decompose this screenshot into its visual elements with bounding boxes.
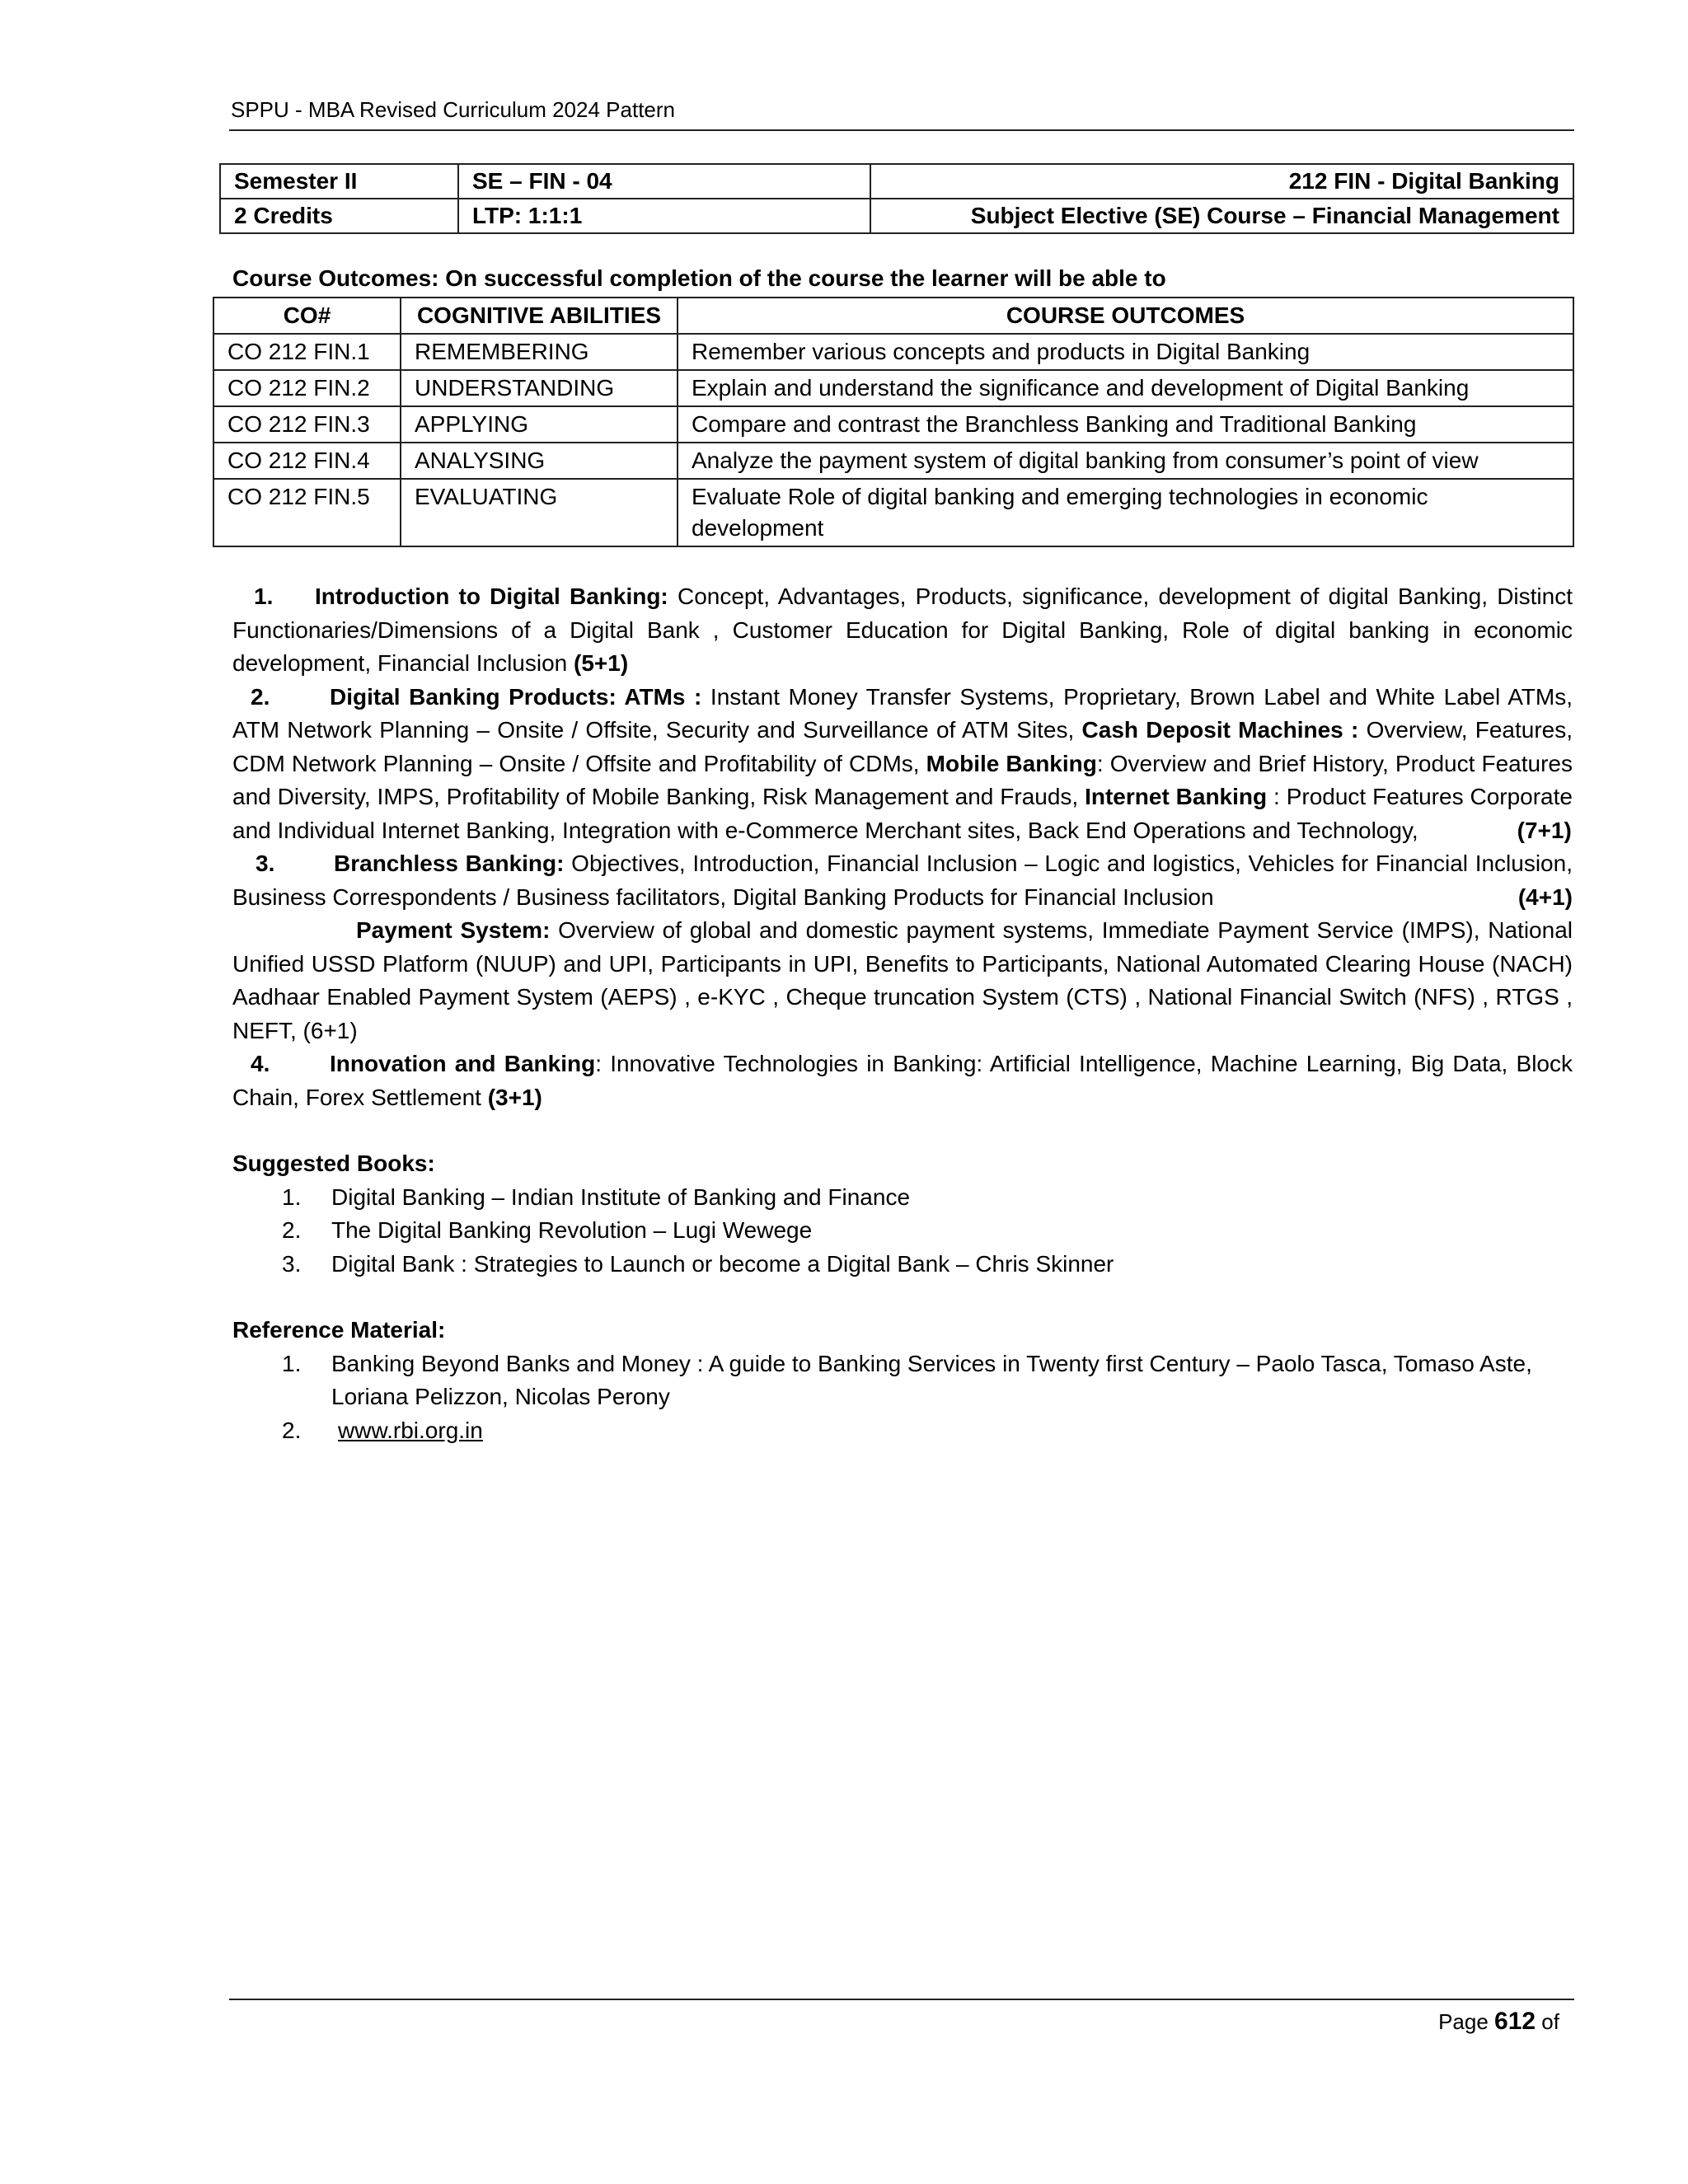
unit-text: Objectives, Introduction, Financial Inclusion – Logic and logistics, Vehicles for Financial Inclusion, Business Correspondents / Business facilitators, Digital Banking Products for Financial Inclusion [232,851,1573,910]
unit-1-paragraph [232,580,1573,681]
reference-material-list [232,1347,1573,1448]
table-row [213,479,1573,546]
outcome-cell: Explain and understand the significance and development of Digital Banking [678,370,1573,406]
subtopic-title: Cash Deposit Machines : [1081,717,1359,743]
course-type-cell: Subject Elective (SE) Course – Financial Management [870,199,1573,233]
semester-cell: Semester II [220,164,458,199]
unit-hours: (3+1) [487,1084,542,1110]
unit-text: Overview of global and domestic payment systems, Immediate Payment Service (IMPS), National Unified USSD Platform (NUUP) and UPI, Participants in UPI, Benefits to Participants, National Automated Clearing House (NACH) Aadhaar Enabled Payment System (AEPS) , e-KYC , Cheque truncation System (CTS) , National Financial Switch (NFS) , RTGS , NEFT, (6+1) [232,917,1573,1043]
table-row [213,443,1573,479]
cognitive-cell: REMEMBERING [401,334,678,370]
unit-4-paragraph [232,1047,1573,1114]
subtopic-title: Internet Banking [1085,784,1268,809]
unit-number: 4. [251,1051,270,1076]
ltp-cell: LTP: 1:1:1 [458,199,870,233]
outcome-cell: Compare and contrast the Branchless Banking and Traditional Banking [678,406,1573,443]
unit-title: Digital Banking Products: ATMs : [330,683,702,710]
course-outcomes-title: Course Outcomes: On successful completion of the course the learner will be able to [232,265,1166,291]
co-id-cell: CO 212 FIN.1 [213,334,401,370]
co-id-cell: CO 212 FIN.3 [213,406,401,443]
header-divider [229,129,1574,131]
outcome-cell: Analyze the payment system of digital banking from consumer’s point of view [678,443,1573,479]
unit-hours: (4+1) [1517,883,1573,910]
unit-2-paragraph [232,681,1573,848]
co-id-cell: CO 212 FIN.2 [213,370,401,406]
unit-number: 1. [254,583,274,609]
cognitive-cell: ANALYSING [401,443,678,479]
column-header-cognitive: COGNITIVE ABILITIES [401,298,678,334]
rbi-link[interactable]: www.rbi.org.in [338,1417,483,1443]
table-row [213,406,1573,443]
reference-material-title: Reference Material: [232,1317,446,1343]
unit-text: Instant Money Transfer Systems, Proprietary, Brown Label and White Label ATMs, ATM Network Planning – Onsite / Offsite, Security and Surveillance of ATM Sites, [232,683,1573,743]
course-info-table [219,163,1574,234]
unit-title: Payment System: [356,917,551,943]
subtopic-title: Mobile Banking [926,750,1097,776]
course-outcomes-table [213,297,1574,547]
running-header: SPPU - MBA Revised Curriculum 2024 Pattern [231,97,675,122]
unit-title: Innovation and Banking [330,1051,596,1076]
unit-number: 2. [251,683,270,710]
unit-text: Concept, Advantages, Products, significance, development of digital Banking, Distinct Functionaries/Dimensions of a Digital Bank , Customer Education for Digital Banking, Role of digital banking in economic development, Financial Inclusion [232,583,1573,676]
unit-number: 3. [256,851,275,876]
page-label: Page [1438,2009,1495,2034]
list-item: 3. Digital Bank : Strategies to Launch or become a Digital Bank – Chris Skinner [282,1250,1114,1277]
column-header-outcomes: COURSE OUTCOMES [678,298,1573,334]
footer-divider [229,1999,1574,2000]
unit-text: : Innovative Technologies in Banking: Artificial Intelligence, Machine Learning, Big Data, Block Chain, Forex Settlement [232,1051,1573,1110]
outcome-cell: Remember various concepts and products in Digital Banking [678,334,1573,370]
unit-title: Introduction to Digital Banking: [315,583,668,609]
column-header-co: CO# [213,298,401,334]
unit-3-paragraph [232,847,1573,914]
course-code-cell: SE – FIN - 04 [458,164,870,199]
suggested-books-list [232,1181,1573,1282]
outcome-cell: Evaluate Role of digital banking and emerging technologies in economic development [678,479,1573,546]
page-suffix: of [1536,2009,1559,2034]
cognitive-cell: UNDERSTANDING [401,370,678,406]
list-item: 1. Digital Banking – Indian Institute of Banking and Finance [282,1183,911,1210]
course-title-cell: 212 FIN - Digital Banking [870,164,1573,199]
table-row [220,164,1573,199]
page-footer [1438,2008,1559,2036]
table-row [213,334,1573,370]
unit-text: : Product Features Corporate and Individual Internet Banking, Integration with e-Commerce Merchant sites, Back End Operations and Technology, [232,784,1573,843]
list-item: 1. Banking Beyond Banks and Money : A guide to Banking Services in Twenty first Century – Paolo Tasca, Tomaso Aste, Loriana Pelizzon, Nicolas Perony [282,1350,1532,1409]
co-id-cell: CO 212 FIN.4 [213,443,401,479]
suggested-books-title: Suggested Books: [232,1151,435,1176]
page-number: 612 [1494,2008,1536,2035]
payment-system-paragraph [232,914,1573,1047]
list-item: 2. www.rbi.org.in [282,1417,483,1443]
cognitive-cell: APPLYING [401,406,678,443]
credits-cell: 2 Credits [220,199,458,233]
unit-hours: (7+1) [1517,817,1572,843]
unit-hours: (5+1) [574,650,629,676]
unit-text: : Overview and Brief History, Product Features and Diversity, IMPS, Profitability of Mobile Banking, Risk Management and Frauds, [232,750,1573,809]
syllabus-content [232,580,1573,1447]
co-id-cell: CO 212 FIN.5 [213,479,401,546]
cognitive-cell: EVALUATING [401,479,678,546]
table-row [213,370,1573,406]
unit-text: Overview, Features, CDM Network Planning – Onsite / Offsite and Profitability of CDMs, [232,717,1573,776]
unit-title: Branchless Banking: [334,851,565,876]
list-item: 2. The Digital Banking Revolution – Lugi Wewege [282,1217,813,1243]
table-row [220,199,1573,233]
table-header-row [213,298,1573,334]
